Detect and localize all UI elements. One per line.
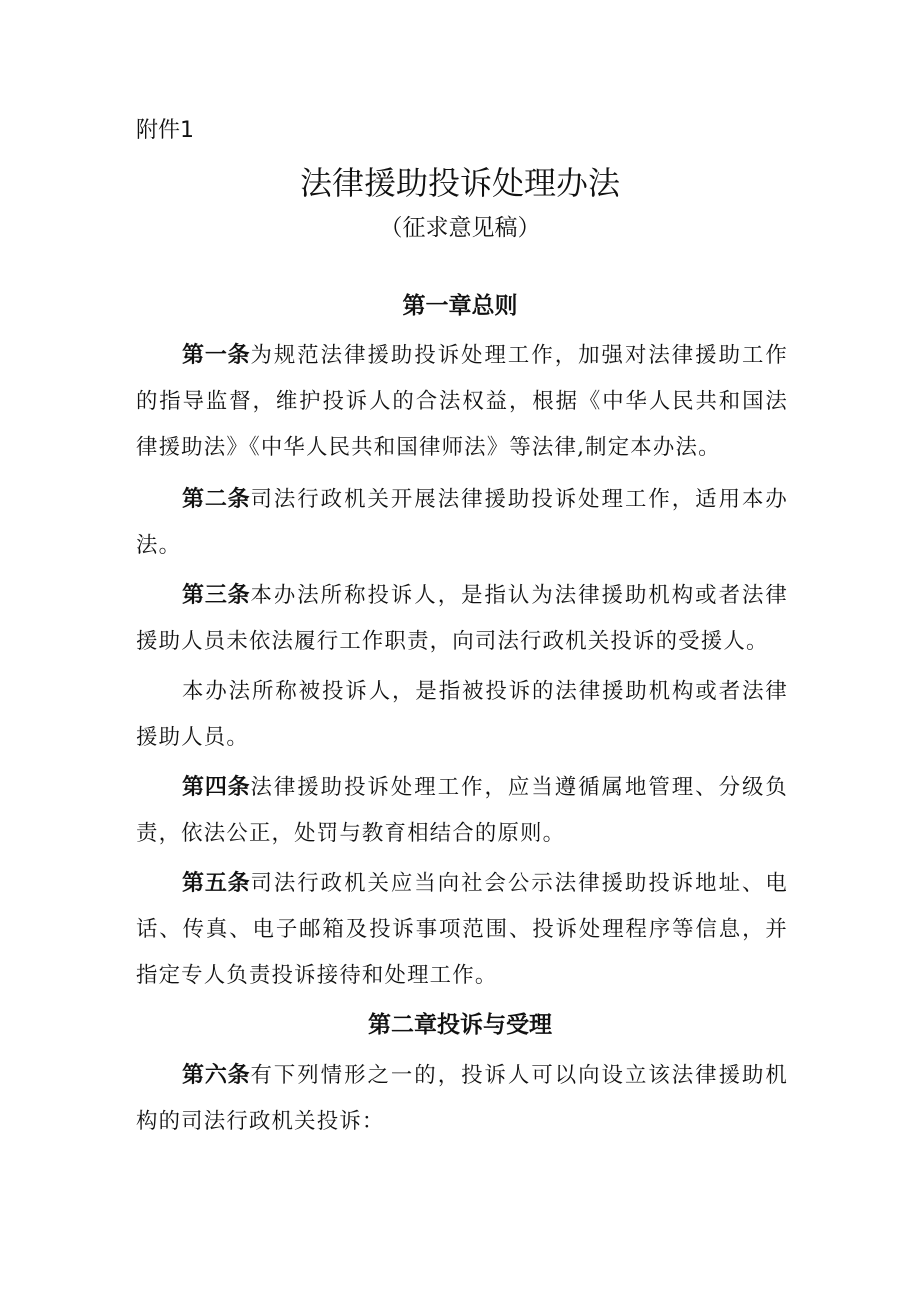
attachment-label: 附件1 <box>136 118 194 143</box>
article-text: 本办法所称投诉人，是指认为法律援助机构或者法律援助人员未依法履行工作职责，向司法行政机关投诉的受援人。 <box>136 583 788 654</box>
document-subtitle: （征求意见稿） <box>379 215 541 241</box>
article-text: 本办法所称被投诉人，是指被投诉的法律援助机构或者法律援助人员。 <box>136 679 788 750</box>
article-text: 有下列情形之一的，投诉人可以向设立该法律援助机构的司法行政机关投诉： <box>136 1063 788 1134</box>
article-number: 第一条 <box>182 343 251 368</box>
document-title: 法律援助投诉处理办法 <box>299 164 620 202</box>
article-number: 第二条 <box>182 487 251 512</box>
article-number: 第六条 <box>182 1063 251 1088</box>
article-paragraph <box>136 477 788 569</box>
article-paragraph <box>136 1053 788 1145</box>
article-paragraph <box>136 573 788 665</box>
article-paragraph <box>136 333 788 471</box>
article-number: 第四条 <box>182 775 251 800</box>
article-paragraph <box>136 669 788 761</box>
article-paragraph <box>136 765 788 857</box>
article-paragraph <box>136 861 788 999</box>
article-number: 第五条 <box>182 871 251 896</box>
article-text: 司法行政机关应当向社会公示法律援助投诉地址、电话、传真、电子邮箱及投诉事项范围、投诉处理程序等信息，并指定专人负责投诉接待和处理工作。 <box>136 871 788 988</box>
article-text: 法律援助投诉处理工作，应当遵循属地管理、分级负责，依法公正，处罚与教育相结合的原则。 <box>136 775 788 846</box>
article-number: 第三条 <box>182 583 251 608</box>
article-text: 为规范法律援助投诉处理工作，加强对法律援助工作的指导监督，维护投诉人的合法权益，根据《中华人民共和国法律援助法》《中华人民共和国律师法》等法律,制定本办法。 <box>136 343 788 460</box>
chapter-heading: 第一章总则 <box>402 293 518 319</box>
chapter-heading: 第二章投诉与受理 <box>368 1012 552 1038</box>
article-text: 司法行政机关开展法律援助投诉处理工作，适用本办法。 <box>136 487 788 558</box>
